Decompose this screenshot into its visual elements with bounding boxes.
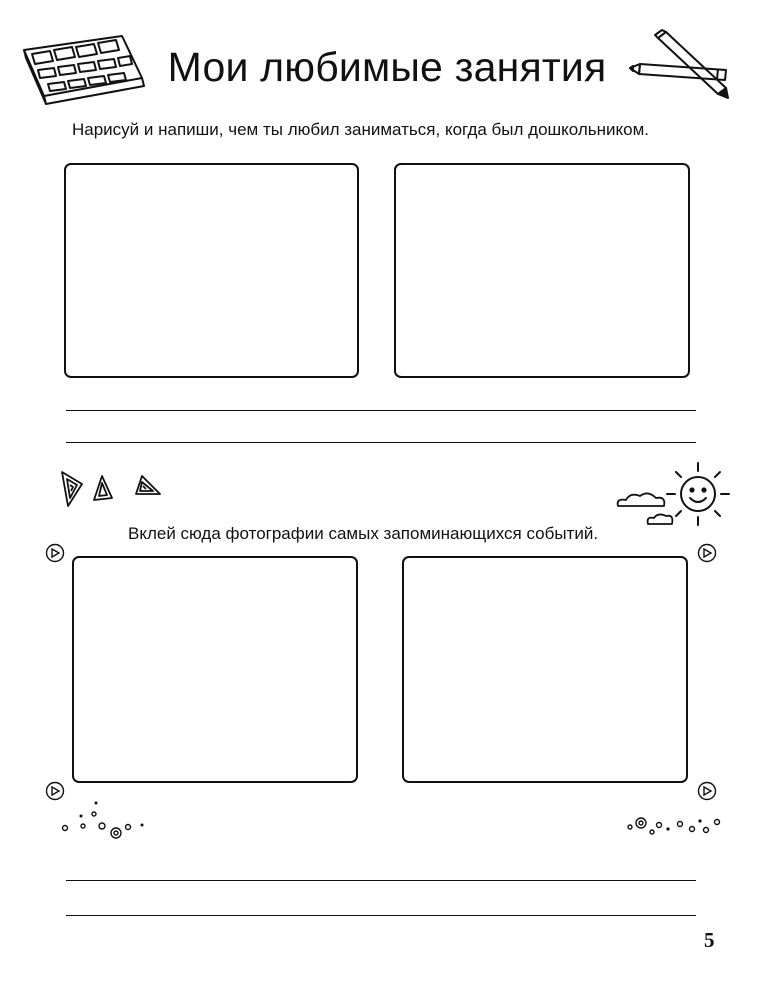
writing-line-4[interactable]: [66, 915, 696, 916]
photo-frame-right[interactable]: [402, 556, 688, 783]
photo-corner-icon: [697, 781, 717, 801]
page-number: 5: [704, 928, 715, 952]
pencils-icon: [628, 30, 738, 105]
clouds-icon: [614, 488, 678, 528]
drawing-frame-left[interactable]: [64, 163, 359, 378]
drawing-frame-right[interactable]: [394, 163, 690, 378]
writing-line-3[interactable]: [66, 880, 696, 881]
photo-corner-icon: [697, 543, 717, 563]
photo-instruction: Вклей сюда фотографии самых запоминающихся событий.: [128, 524, 599, 543]
photo-corner-icon: [45, 781, 65, 801]
photo-frame-left[interactable]: [72, 556, 358, 783]
photo-corner-icon: [45, 543, 65, 563]
writing-line-1[interactable]: [66, 410, 696, 411]
draw-instruction: Нарисуй и напиши, чем ты любил заниматься, когда был дошкольником.: [72, 120, 650, 139]
dots-decoration: [620, 810, 725, 840]
page-title: Мои любимые занятия: [167, 44, 607, 90]
writing-line-2[interactable]: [66, 442, 696, 443]
dots-decoration: [56, 800, 156, 845]
spiral-triangles-icon: [58, 470, 168, 510]
